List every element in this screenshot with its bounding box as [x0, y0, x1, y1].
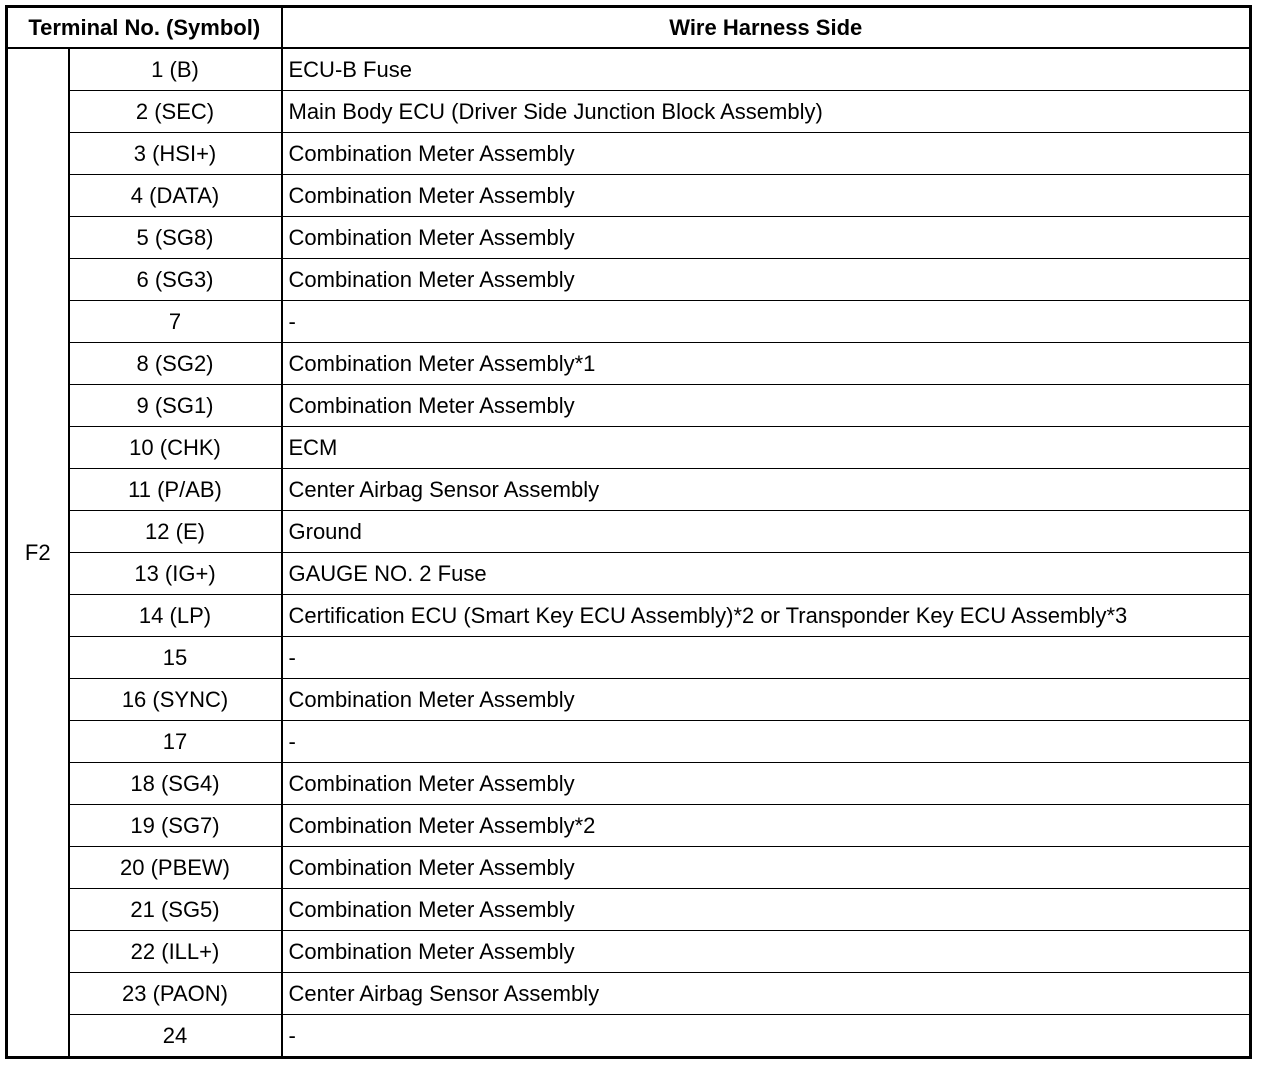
table-row: [7, 385, 1251, 427]
table-row: [7, 91, 1251, 133]
terminal-cell: 7: [69, 301, 282, 343]
table-row: [7, 511, 1251, 553]
table-row: [7, 679, 1251, 721]
table-row: [7, 847, 1251, 889]
table-row: [7, 343, 1251, 385]
terminal-cell: 12 (E): [69, 511, 282, 553]
harness-cell: Combination Meter Assembly: [282, 763, 1251, 805]
table-row: [7, 637, 1251, 679]
harness-cell: Combination Meter Assembly: [282, 889, 1251, 931]
terminal-cell: 8 (SG2): [69, 343, 282, 385]
terminal-cell: 21 (SG5): [69, 889, 282, 931]
table-row: [7, 48, 1251, 91]
connector-cell: F2: [7, 48, 69, 1058]
terminal-cell: 2 (SEC): [69, 91, 282, 133]
terminal-cell: 15: [69, 637, 282, 679]
terminal-cell: 16 (SYNC): [69, 679, 282, 721]
terminal-cell: 6 (SG3): [69, 259, 282, 301]
harness-cell: -: [282, 637, 1251, 679]
terminal-cell: 20 (PBEW): [69, 847, 282, 889]
harness-cell: Combination Meter Assembly: [282, 217, 1251, 259]
terminal-cell: 23 (PAON): [69, 973, 282, 1015]
terminal-cell: 10 (CHK): [69, 427, 282, 469]
terminal-cell: 14 (LP): [69, 595, 282, 637]
table-row: [7, 301, 1251, 343]
terminal-cell: 9 (SG1): [69, 385, 282, 427]
table-row: [7, 175, 1251, 217]
harness-cell: Combination Meter Assembly: [282, 175, 1251, 217]
harness-cell: Center Airbag Sensor Assembly: [282, 469, 1251, 511]
harness-cell: Combination Meter Assembly: [282, 133, 1251, 175]
harness-cell: ECU-B Fuse: [282, 48, 1251, 91]
harness-cell: Combination Meter Assembly: [282, 847, 1251, 889]
table-row: [7, 427, 1251, 469]
harness-column-header: Wire Harness Side: [282, 7, 1251, 49]
terminal-cell: 5 (SG8): [69, 217, 282, 259]
harness-cell: Combination Meter Assembly: [282, 679, 1251, 721]
table-row: [7, 553, 1251, 595]
header-row: [7, 7, 1251, 49]
terminal-cell: 11 (P/AB): [69, 469, 282, 511]
table-row: [7, 259, 1251, 301]
terminal-cell: 18 (SG4): [69, 763, 282, 805]
terminal-cell: 4 (DATA): [69, 175, 282, 217]
terminal-cell: 22 (ILL+): [69, 931, 282, 973]
table-body: [7, 48, 1251, 1058]
harness-cell: Ground: [282, 511, 1251, 553]
harness-cell: Combination Meter Assembly: [282, 385, 1251, 427]
table-row: [7, 1015, 1251, 1058]
table-row: [7, 595, 1251, 637]
table-row: [7, 133, 1251, 175]
terminal-cell: 19 (SG7): [69, 805, 282, 847]
table-row: [7, 763, 1251, 805]
table-row: [7, 931, 1251, 973]
harness-cell: Combination Meter Assembly: [282, 931, 1251, 973]
terminal-table: [5, 5, 1252, 1059]
table-row: [7, 973, 1251, 1015]
table-row: [7, 889, 1251, 931]
terminal-cell: 1 (B): [69, 48, 282, 91]
harness-cell: -: [282, 721, 1251, 763]
table-row: [7, 721, 1251, 763]
terminal-cell: 13 (IG+): [69, 553, 282, 595]
harness-cell: Combination Meter Assembly*1: [282, 343, 1251, 385]
terminal-cell: 17: [69, 721, 282, 763]
harness-cell: Certification ECU (Smart Key ECU Assembly)*2 or Transponder Key ECU Assembly*3: [282, 595, 1251, 637]
terminal-cell: 3 (HSI+): [69, 133, 282, 175]
table-row: [7, 469, 1251, 511]
terminal-cell: 24: [69, 1015, 282, 1058]
harness-cell: -: [282, 1015, 1251, 1058]
harness-cell: -: [282, 301, 1251, 343]
table-row: [7, 217, 1251, 259]
harness-cell: Combination Meter Assembly*2: [282, 805, 1251, 847]
harness-cell: ECM: [282, 427, 1251, 469]
terminal-column-header: Terminal No. (Symbol): [7, 7, 282, 49]
harness-cell: Combination Meter Assembly: [282, 259, 1251, 301]
harness-cell: Center Airbag Sensor Assembly: [282, 973, 1251, 1015]
harness-cell: GAUGE NO. 2 Fuse: [282, 553, 1251, 595]
table-row: [7, 805, 1251, 847]
harness-cell: Main Body ECU (Driver Side Junction Block Assembly): [282, 91, 1251, 133]
